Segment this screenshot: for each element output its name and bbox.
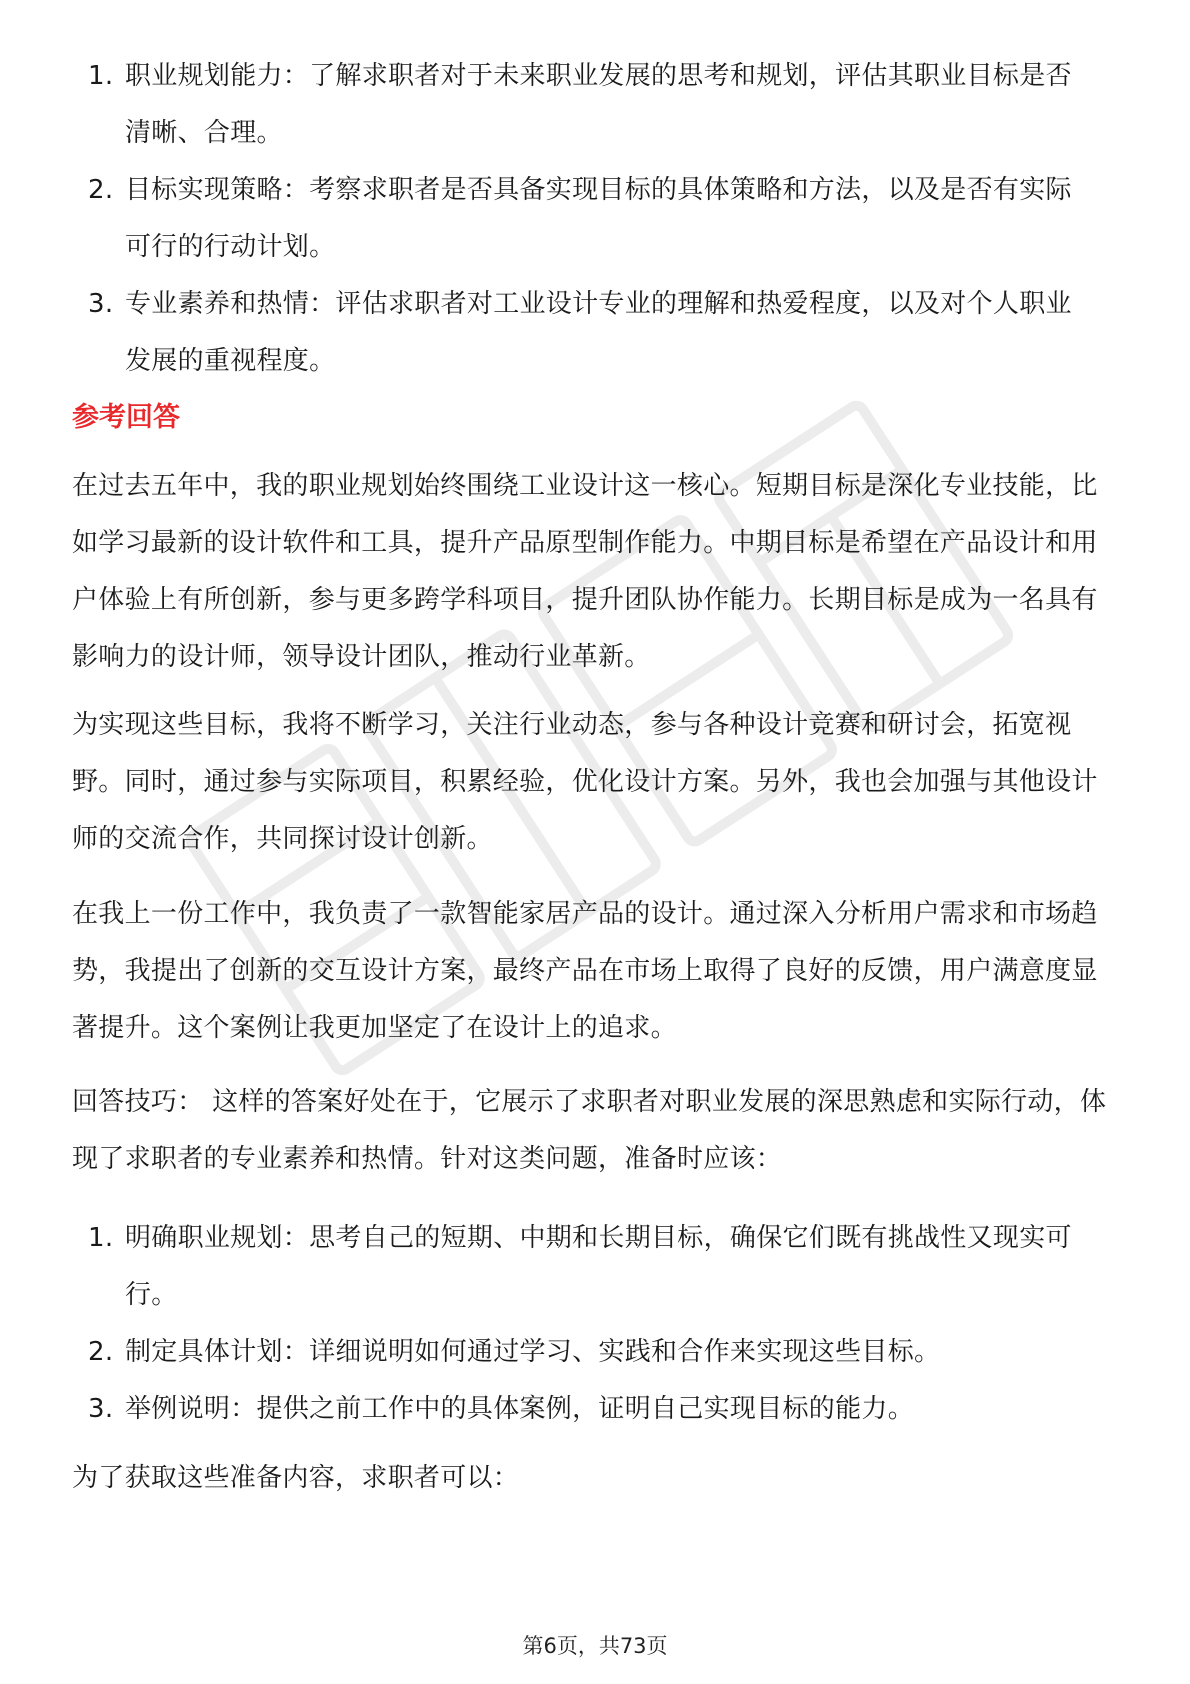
page-number-footer: 第6页，共73页 — [522, 1634, 668, 1658]
section-heading: 参考回答 — [72, 402, 180, 433]
tips-paragraph: 回答技巧： 这样的答案好处在于，它展示了求职者对职业发展的深思熟虑和实际行动，体现了求职者的专业素养和热情。针对这类问题，准备时应该： — [72, 1087, 1107, 1174]
list-item-text: 专业素养和热情：评估求职者对工业设计专业的理解和热爱程度，以及对个人职业发展的重视程度。 — [125, 289, 1072, 376]
list-item — [0, 1381, 1190, 1438]
list-item-number: 1. — [88, 1223, 114, 1253]
list-item — [0, 1324, 1190, 1381]
list-item-text: 目标实现策略：考察求职者是否具备实现目标的具体策略和方法，以及是否有实际可行的行动计划。 — [125, 175, 1072, 262]
list-item-text: 明确职业规划：思考自己的短期、中期和长期目标，确保它们既有挑战性又现实可行。 — [125, 1223, 1072, 1310]
list-item — [0, 48, 1190, 162]
list-item-number: 1. — [88, 61, 114, 91]
list-item-text: 制定具体计划：详细说明如何通过学习、实践和合作来实现这些目标。 — [125, 1337, 941, 1367]
list-item-number: 2. — [88, 1337, 114, 1367]
answer-paragraph: 在过去五年中，我的职业规划始终围绕工业设计这一核心。短期目标是深化专业技能，比如学习最新的设计软件和工具，提升产品原型制作能力。中期目标是希望在产品设计和用户体验上有所创新，参与更多跨学科项目，提升团队协作能力。长期目标是成为一名具有影响力的设计师，领导设计团队，推动行业革新。 — [72, 471, 1098, 672]
criteria-list — [0, 48, 1190, 390]
list-item — [0, 162, 1190, 276]
answer-paragraph: 为实现这些目标，我将不断学习，关注行业动态，参与各种设计竞赛和研讨会，拓宽视野。同时，通过参与实际项目，积累经验，优化设计方案。另外，我也会加强与其他设计师的交流合作，共同探讨设计创新。 — [72, 710, 1098, 854]
list-item-number: 3. — [88, 289, 114, 319]
closing-paragraph: 为了获取这些准备内容，求职者可以： — [72, 1463, 520, 1493]
list-item-text: 举例说明：提供之前工作中的具体案例，证明自己实现目标的能力。 — [125, 1394, 915, 1424]
tips-list — [0, 1210, 1190, 1438]
list-item-number: 2. — [88, 175, 114, 205]
list-item-number: 3. — [88, 1394, 114, 1424]
list-item — [0, 276, 1190, 390]
answer-paragraph: 在我上一份工作中，我负责了一款智能家居产品的设计。通过深入分析用户需求和市场趋势，我提出了创新的交互设计方案，最终产品在市场上取得了良好的反馈，用户满意度显著提升。这个案例让我更加坚定了在设计上的追求。 — [72, 899, 1098, 1043]
list-item-text: 职业规划能力：了解求职者对于未来职业发展的思考和规划，评估其职业目标是否清晰、合理。 — [125, 61, 1072, 148]
list-item — [0, 1210, 1190, 1324]
